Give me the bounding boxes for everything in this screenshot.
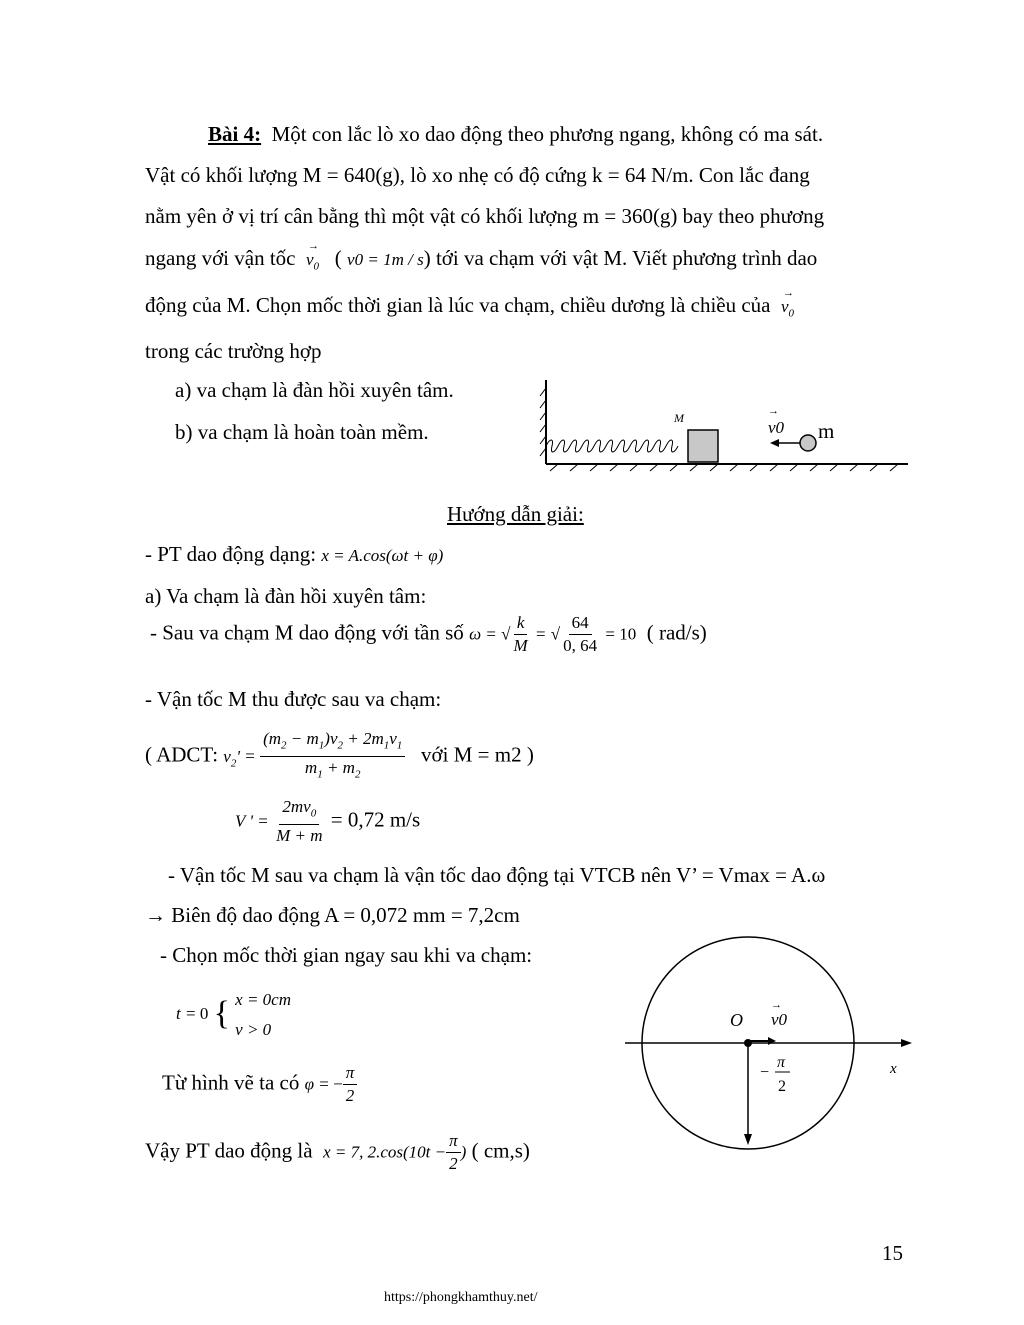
spring: [546, 440, 678, 452]
initial-conditions: t = 0 { x = 0cm v > 0: [176, 990, 291, 1039]
problem-line-2: Vật có khối lượng M = 640(g), lò xo nhẹ có độ cứng k = 64 N/m. Con lắc đang: [145, 163, 810, 187]
svg-text:−: −: [760, 1064, 770, 1081]
label-O: O: [730, 1010, 743, 1030]
problem-line-5: động của M. Chọn mốc thời gian là lúc va chạm, chiều dương là chiều của → $v_0$: [145, 291, 794, 327]
part-a-heading: a) Va chạm là đàn hồi xuyên tâm:: [145, 584, 427, 608]
mass-block-M: [688, 430, 718, 462]
label-v0: v0: [768, 418, 785, 437]
adct-line: ( ADCT: $v_2'$ = $\frac{(m_2 - m_1)v_2 + 2m_1v_1}{m_1 + m_2}$ với M = m2 ): [145, 729, 534, 781]
ball-m: [800, 435, 816, 451]
footer-url[interactable]: https://phongkhamthuy.net/: [384, 1290, 538, 1305]
phase-circle-figure: [620, 935, 920, 1160]
problem-line-6: trong các trường hợp: [145, 339, 322, 363]
phase-den: 2: [778, 1078, 786, 1095]
vprime-line: V ' = $\frac{2mv_0}{M + m}$ = 0,72 m/s: [235, 797, 421, 846]
case-a: a) va chạm là đàn hồi xuyên tâm.: [175, 378, 454, 402]
v0-vector-symbol: → $v_0$: [306, 246, 319, 280]
vtcb-line: - Vận tốc M sau va chạm là vận tốc dao động tại VTCB nên V’ = Vmax = A.ω: [168, 863, 826, 887]
v0-vector-symbol-2: → $v_0$: [781, 293, 794, 327]
label-m: m: [818, 419, 835, 443]
problem-line-4: ngang với vận tốc → $v_0$ ( v0 = 1m / s) tới va chạm với vật M. Viết phương trình dao: [145, 244, 817, 280]
problem-line-3: nằm yên ở vị trí cân bằng thì một vật có khối lượng m = 360(g) bay theo phương: [145, 204, 825, 228]
phase-line: Từ hình vẽ ta có φ = − $\frac{\pi}{2}$: [162, 1062, 357, 1107]
spring-mass-figure: [538, 376, 913, 472]
pt-form-line: - PT dao động dạng: x = A.cos(ωt + φ): [145, 542, 444, 566]
label-v0-2: v0: [771, 1010, 788, 1029]
case-b: b) va chạm là hoàn toàn mềm.: [175, 420, 429, 444]
omega-line: - Sau va chạm M dao động với tần số ω = √ $\frac{k}{M}$ = √ $\frac{64}{0, 64}$ = 10 ( rad/s): [150, 613, 707, 655]
page-number: 15: [882, 1241, 903, 1265]
problem-label: Bài 4:: [208, 122, 262, 146]
svg-text:→: →: [771, 999, 782, 1011]
amplitude-line: → Biên độ dao động A = 0,072 mm = 7,2cm: [145, 903, 520, 927]
label-x: x: [890, 1061, 897, 1077]
final-equation-line: Vậy PT dao động là x = 7, 2.cos(10t − $\frac{\pi}{2}$ ) ( cm,s): [145, 1131, 530, 1173]
label-M: M: [674, 411, 684, 425]
solution-heading: Hướng dẫn giải:: [447, 502, 584, 526]
problem-line-1: Bài 4: Một con lắc lò xo dao động theo phương ngang, không có ma sát.: [208, 122, 824, 146]
velocity-text: - Vận tốc M thu được sau va chạm:: [145, 687, 442, 711]
svg-text:→: →: [768, 405, 779, 417]
phase-num: π: [777, 1054, 786, 1071]
choose-time-line: - Chọn mốc thời gian ngay sau khi va chạm:: [160, 943, 533, 967]
